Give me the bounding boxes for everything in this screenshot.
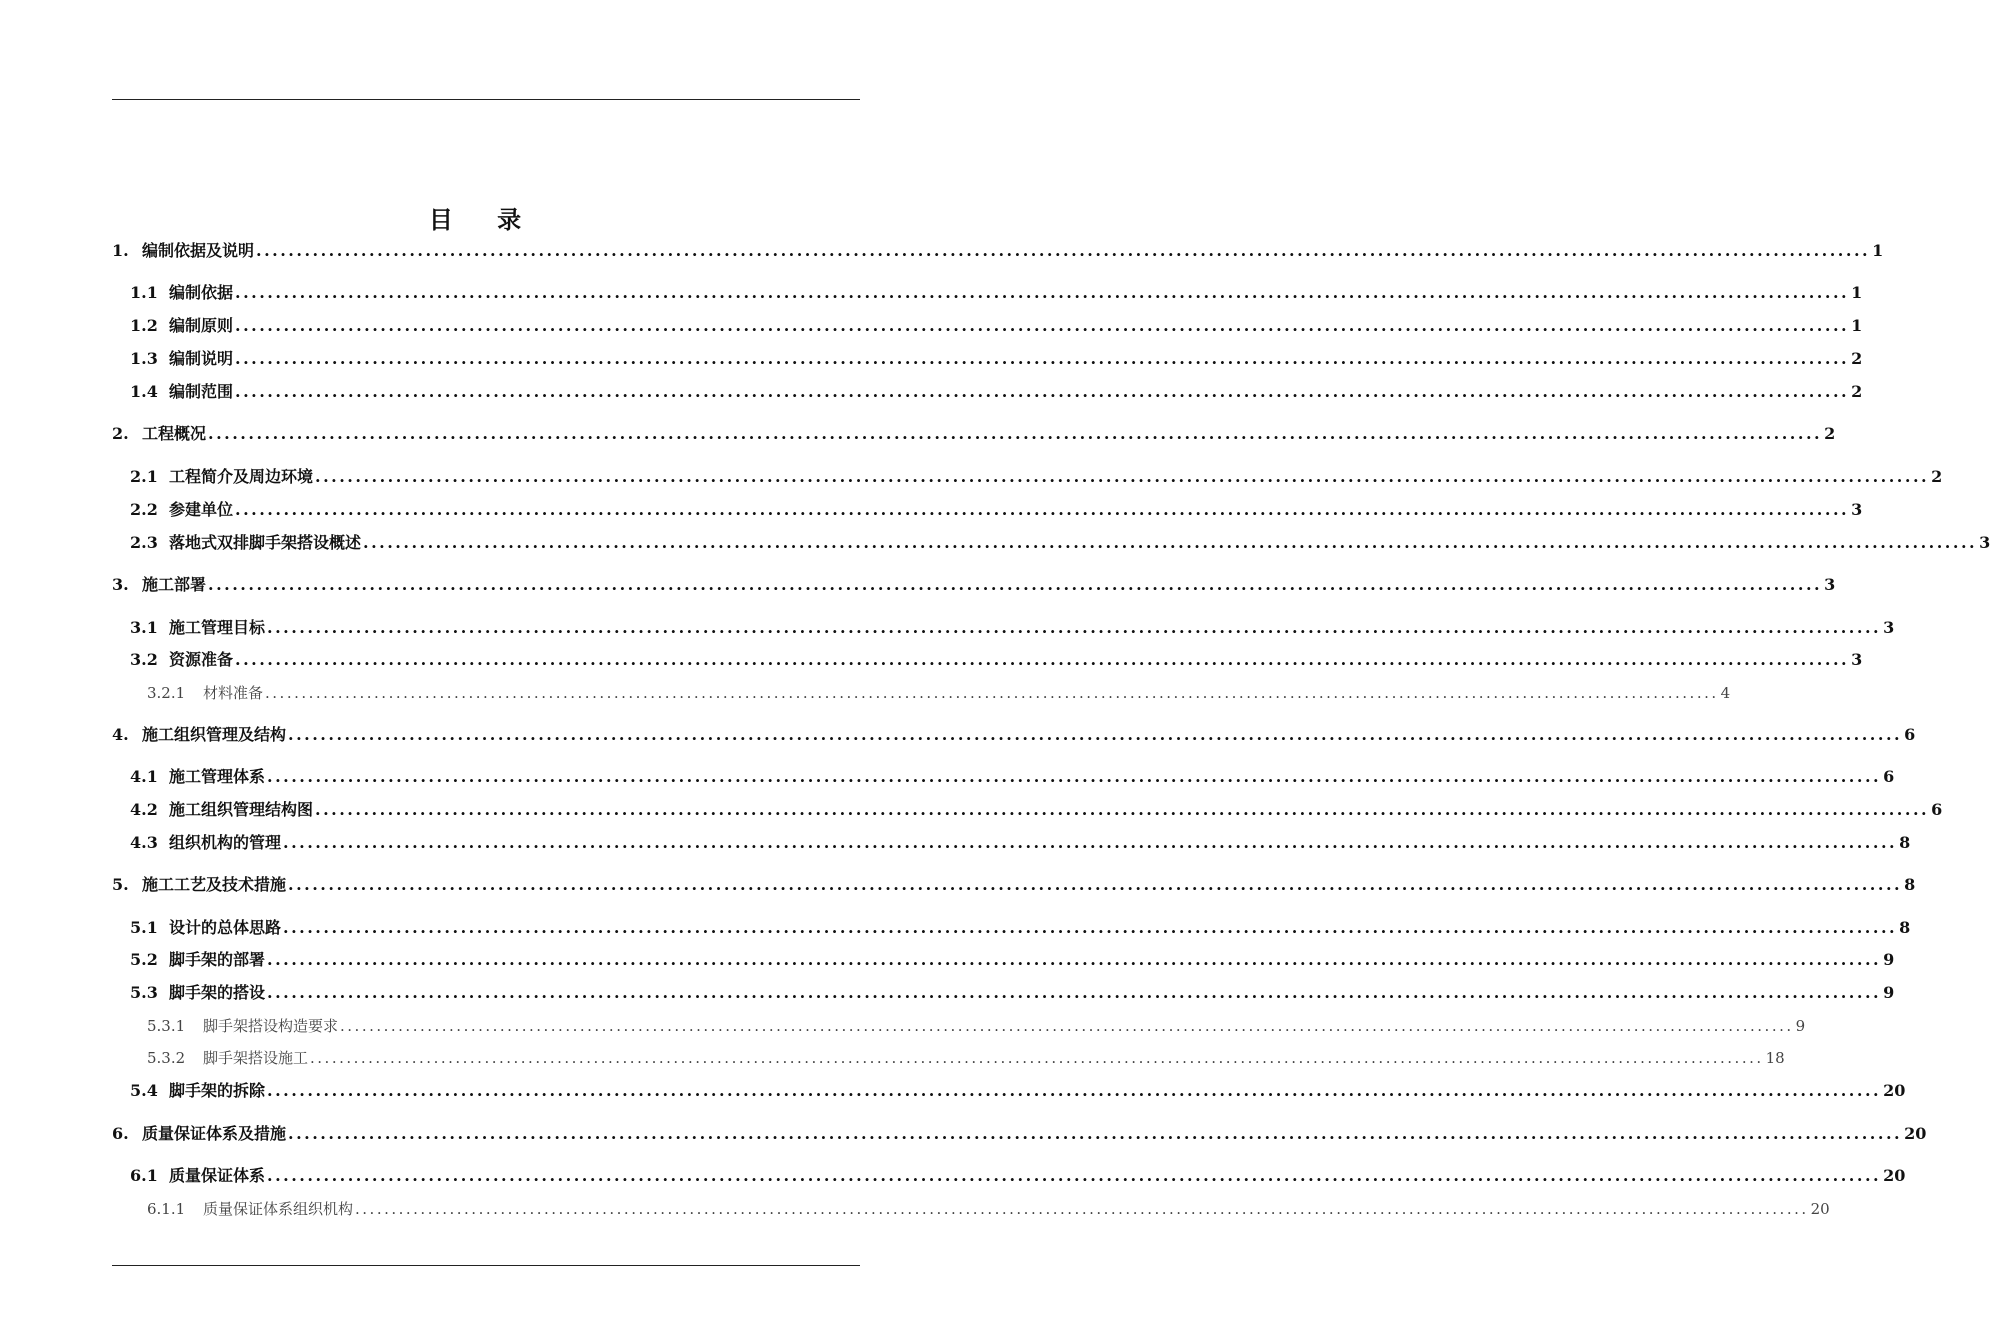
toc-entry[interactable] [130, 832, 1911, 854]
toc-entry-page: 6 [1931, 800, 1943, 819]
toc-entry[interactable] [130, 381, 1863, 403]
toc-dot-leader: ........................................................................................................................................................................................................ [235, 382, 1850, 401]
toc-entry-page: 9 [1883, 950, 1895, 969]
toc-entry-number: 3.2 [130, 650, 158, 669]
toc-entry-title: 质量保证体系组织机构 [203, 1200, 354, 1218]
toc-entry-page: 3 [1883, 618, 1895, 637]
toc-entry[interactable] [112, 874, 1916, 896]
toc-dot-leader: ........................................................................................................................................................................................................ [267, 1081, 1882, 1100]
toc-entry[interactable] [130, 982, 1895, 1004]
toc-dot-leader: ........................................................................................................................................................................................................ [288, 875, 1903, 894]
toc-entry-title: 质量保证体系 [169, 1166, 266, 1185]
toc-entry-number: 1.1 [130, 283, 158, 302]
toc-entry[interactable] [112, 574, 1836, 596]
toc-dot-leader: ........................................................................................................................................................................................................ [267, 618, 1882, 637]
toc-entry-number: 4.2 [130, 800, 158, 819]
toc-entry[interactable] [130, 649, 1863, 671]
toc-dot-leader: ........................................................................................................................................................................................................ [283, 833, 1898, 852]
toc-entry-number: 6. [112, 1124, 129, 1143]
toc-entry[interactable] [147, 1198, 1830, 1220]
toc-entry[interactable] [130, 917, 1911, 939]
toc-entry-number: 5. [112, 875, 129, 894]
toc-entry-page: 1 [1851, 283, 1863, 302]
toc-entry-title: 工程概况 [142, 424, 207, 443]
toc-entry-number: 6.1.1 [147, 1200, 186, 1218]
toc-entry-title: 材料准备 [203, 684, 264, 702]
toc-entry-page: 18 [1765, 1049, 1785, 1067]
toc-entry-number: 2.3 [130, 533, 158, 552]
toc-dot-leader: ........................................................................................................................................................................................................ [267, 1166, 1882, 1185]
footer-rule [112, 1265, 860, 1266]
toc-entry-page: 3 [1851, 500, 1863, 519]
toc-entry-number: 5.3 [130, 983, 158, 1002]
toc-entry-page: 3 [1851, 650, 1863, 669]
toc-entry-title: 施工工艺及技术措施 [142, 875, 287, 894]
toc-entry-number: 3.1 [130, 618, 158, 637]
toc-entry-number: 1.4 [130, 382, 158, 401]
toc-entry-title: 脚手架的拆除 [169, 1081, 266, 1100]
toc-dot-leader: ........................................................................................................................................................................................................ [256, 241, 1871, 260]
toc-entry-page: 2 [1824, 424, 1836, 443]
toc-entry-page: 20 [1883, 1081, 1906, 1100]
toc-entry-title: 编制原则 [169, 316, 234, 335]
toc-entry[interactable] [130, 949, 1895, 971]
toc-entry-number: 3. [112, 575, 129, 594]
toc-entry[interactable] [147, 1015, 1806, 1037]
toc-dot-leader: ........................................................................................................................................................................................................ [283, 918, 1898, 937]
toc-dot-leader: ........................................................................................................................................................................................................ [235, 349, 1850, 368]
toc-entry-title: 施工组织管理及结构 [142, 725, 287, 744]
toc-entry[interactable] [112, 240, 1884, 262]
toc-entry[interactable] [130, 499, 1863, 521]
toc-entry[interactable] [147, 1047, 1785, 1069]
toc-entry-number: 1.3 [130, 349, 158, 368]
toc-entry[interactable] [130, 1080, 1906, 1102]
toc-dot-leader: ........................................................................................................................................................................................................ [363, 533, 1978, 552]
toc-dot-leader: ........................................................................................................................................................................................................ [235, 650, 1850, 669]
toc-dot-leader: ........................................................................................................................................................................................................ [288, 1124, 1903, 1143]
toc-entry-page: 3 [1979, 533, 1990, 552]
toc-entry[interactable] [130, 766, 1895, 788]
toc-entry-page: 2 [1851, 349, 1863, 368]
toc-entry-title: 工程简介及周边环境 [169, 467, 314, 486]
toc-dot-leader: ........................................................................................................................................................................................................ [310, 1049, 1764, 1067]
toc-entry-page: 20 [1810, 1200, 1830, 1218]
toc-entry-page: 20 [1883, 1166, 1906, 1185]
toc-entry-number: 5.4 [130, 1081, 158, 1100]
toc-title: 目 录 [428, 205, 540, 234]
toc-dot-leader: ........................................................................................................................................................................................................ [267, 950, 1882, 969]
toc-entry-title: 脚手架的搭设 [169, 983, 266, 1002]
toc-entry-title: 落地式双排脚手架搭设概述 [169, 533, 362, 552]
toc-entry-number: 5.3.2 [147, 1049, 186, 1067]
toc-entry-page: 8 [1899, 833, 1911, 852]
toc-dot-leader: ........................................................................................................................................................................................................ [315, 800, 1930, 819]
toc-dot-leader: ........................................................................................................................................................................................................ [315, 467, 1930, 486]
toc-entry-title: 施工管理目标 [169, 618, 266, 637]
toc-dot-leader: ........................................................................................................................................................................................................ [340, 1017, 1794, 1035]
toc-dot-leader: ........................................................................................................................................................................................................ [355, 1200, 1809, 1218]
toc-entry-page: 3 [1824, 575, 1836, 594]
toc-entry-title: 编制依据及说明 [142, 241, 255, 260]
toc-entry-title: 编制依据 [169, 283, 234, 302]
toc-entry-number: 5.3.1 [147, 1017, 186, 1035]
toc-entry-page: 6 [1904, 725, 1916, 744]
toc-entry-title: 资源准备 [169, 650, 234, 669]
toc-entry-number: 3.2.1 [147, 684, 186, 702]
toc-dot-leader: ........................................................................................................................................................................................................ [235, 500, 1850, 519]
toc-entry[interactable] [112, 1123, 1927, 1145]
toc-entry-number: 6.1 [130, 1166, 158, 1185]
toc-dot-leader: ........................................................................................................................................................................................................ [235, 316, 1850, 335]
toc-dot-leader: ........................................................................................................................................................................................................ [208, 424, 1823, 443]
toc-entry-number: 2.1 [130, 467, 158, 486]
toc-entry-page: 6 [1883, 767, 1895, 786]
toc-entry-title: 设计的总体思路 [169, 918, 282, 937]
toc-entry[interactable] [130, 1165, 1906, 1187]
toc-entry-page: 2 [1851, 382, 1863, 401]
toc-dot-leader: ........................................................................................................................................................................................................ [208, 575, 1823, 594]
toc-entry[interactable] [112, 724, 1916, 746]
toc-entry-number: 4.1 [130, 767, 158, 786]
toc-entry-number: 4.3 [130, 833, 158, 852]
toc-dot-leader: ........................................................................................................................................................................................................ [265, 684, 1719, 702]
toc-entry-title: 组织机构的管理 [169, 833, 282, 852]
toc-entry[interactable] [112, 423, 1836, 445]
toc-entry-title: 编制说明 [169, 349, 234, 368]
toc-dot-leader: ........................................................................................................................................................................................................ [267, 983, 1882, 1002]
toc-entry-title: 编制范围 [169, 382, 234, 401]
toc-entry[interactable] [130, 315, 1863, 337]
toc-entry-title: 施工部署 [142, 575, 207, 594]
toc-entry-number: 1. [112, 241, 129, 260]
toc-entry-title: 施工组织管理结构图 [169, 800, 314, 819]
toc-entry-page: 8 [1899, 918, 1911, 937]
toc-entry-page: 1 [1851, 316, 1863, 335]
toc-entry[interactable] [130, 532, 1990, 554]
toc-entry-page: 8 [1904, 875, 1916, 894]
toc-entry-page: 9 [1795, 1017, 1806, 1035]
toc-dot-leader: ........................................................................................................................................................................................................ [235, 283, 1850, 302]
toc-entry[interactable] [130, 466, 1943, 488]
toc-entry-number: 1.2 [130, 316, 158, 335]
toc-entry-title: 脚手架搭设构造要求 [203, 1017, 339, 1035]
toc-entry-page: 20 [1904, 1124, 1927, 1143]
toc-dot-leader: ........................................................................................................................................................................................................ [288, 725, 1903, 744]
toc-entry[interactable] [130, 348, 1863, 370]
toc-entry[interactable] [130, 617, 1895, 639]
toc-entry-number: 4. [112, 725, 129, 744]
toc-entry-number: 2.2 [130, 500, 158, 519]
toc-entry-number: 2. [112, 424, 129, 443]
toc-entry-title: 参建单位 [169, 500, 234, 519]
toc-entry[interactable] [130, 282, 1863, 304]
toc-entry-title: 质量保证体系及措施 [142, 1124, 287, 1143]
toc-entry-title: 施工管理体系 [169, 767, 266, 786]
toc-entry-title: 脚手架的部署 [169, 950, 266, 969]
toc-entry-page: 2 [1931, 467, 1943, 486]
toc-entry-page: 4 [1720, 684, 1731, 702]
toc-entry[interactable] [147, 682, 1731, 704]
toc-entry-number: 5.1 [130, 918, 158, 937]
toc-entry-page: 1 [1872, 241, 1884, 260]
toc-entry-page: 9 [1883, 983, 1895, 1002]
toc-entry-title: 脚手架搭设施工 [203, 1049, 309, 1067]
toc-dot-leader: ........................................................................................................................................................................................................ [267, 767, 1882, 786]
toc-entry-number: 5.2 [130, 950, 158, 969]
toc-entry[interactable] [130, 799, 1943, 821]
